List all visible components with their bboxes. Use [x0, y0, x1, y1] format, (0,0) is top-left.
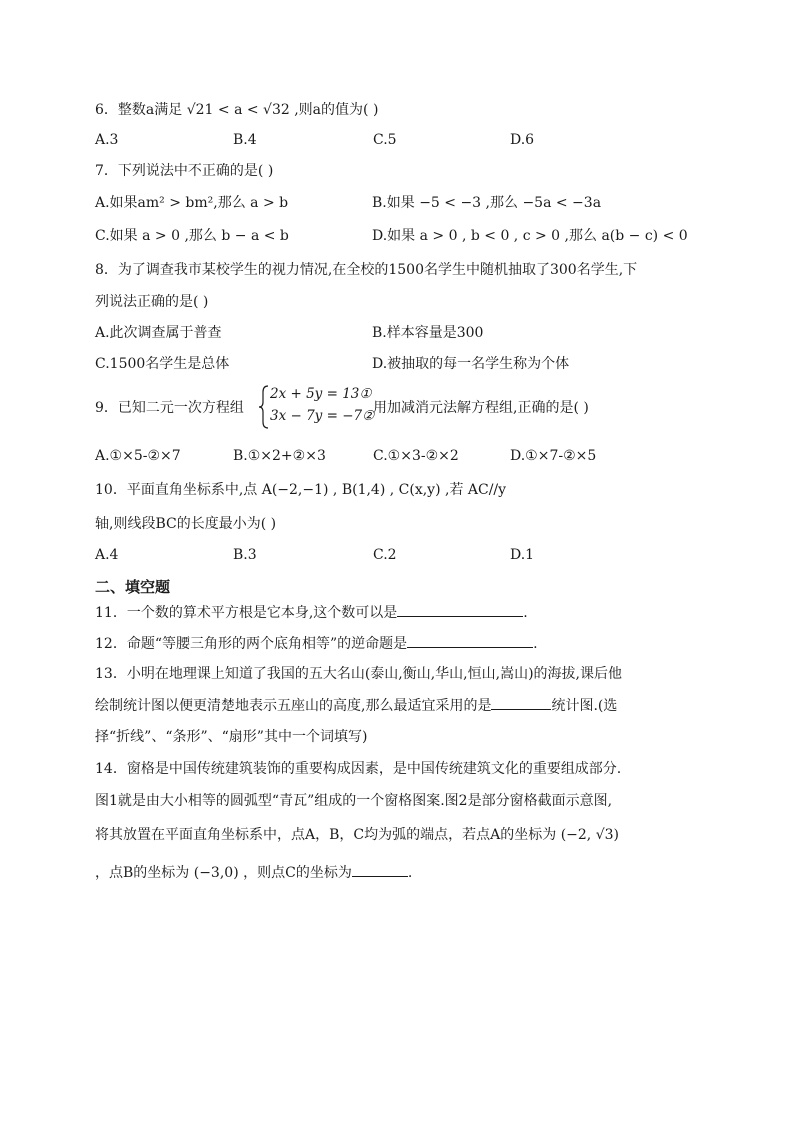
q10-stem-line2: 轴,则线段BC的长度最小为( )	[95, 516, 277, 532]
q6-option-a: A.3	[95, 132, 119, 148]
q14-line2: 图1就是由大小相等的圆弧型“青瓦”组成的一个窗格图案.图2是部分窗格截面示意图,	[95, 793, 613, 809]
q11-answer-blank[interactable]	[397, 602, 523, 617]
left-brace-icon	[258, 384, 270, 430]
q9-equation-1: 2x + 5y = 13①	[270, 386, 372, 402]
q12	[95, 633, 538, 654]
q8-option-c: C.1500名学生是总体	[95, 356, 230, 372]
q6-stem: 6．整数a满足 √21 < a < √32 ,则a的值为( )	[95, 102, 379, 118]
q7-stem: 7．下列说法中不正确的是( )	[95, 163, 274, 179]
q14-point-a-coord: (−2, √3)	[560, 827, 619, 843]
q14-line4-end: .	[407, 865, 413, 881]
q13-line2	[95, 695, 617, 716]
q13-line1: 13．小明在地理课上知道了我国的五大名山(泰山,衡山,华山,恒山,嵩山)的海拔,课后他	[95, 666, 622, 682]
q11-end: .	[523, 605, 528, 621]
q13-line3: 择“折线”、“条形”、“扇形”其中一个词填写)	[95, 729, 368, 745]
q11	[95, 602, 528, 623]
q10-option-d: D.1	[510, 547, 535, 563]
q6-option-d: D.6	[510, 132, 535, 148]
q12-text: 12．命题“等腰三角形的两个底角相等”的逆命题是	[95, 636, 408, 652]
q12-answer-blank[interactable]	[407, 633, 533, 648]
q9-prefix: 9．已知二元一次方程组	[95, 400, 244, 416]
q13-answer-blank[interactable]	[491, 695, 551, 710]
q12-end: .	[533, 636, 538, 652]
q8-option-b: B.样本容量是300	[372, 325, 484, 341]
q6-option-c: C.5	[373, 132, 397, 148]
q9-equation-2: 3x − 7y = −7②	[270, 408, 375, 424]
q10-option-b: B.3	[233, 547, 257, 563]
q9-option-d: D.①×7-②×5	[510, 448, 597, 464]
q14-answer-blank[interactable]	[352, 862, 408, 877]
q10-option-a: A.4	[95, 547, 119, 563]
q9-option-c: C.①×3-②×2	[373, 448, 459, 464]
q8-stem-line2: 列说法正确的是( )	[95, 294, 209, 310]
q10-option-c: C.2	[373, 547, 397, 563]
q9-suffix: 用加减消元法解方程组,正确的是( )	[373, 400, 589, 416]
q8-option-a: A.此次调查属于普查	[95, 325, 222, 341]
q8-option-d: D.被抽取的每一名学生称为个体	[372, 356, 570, 372]
section-title-fill-in: 二、填空题	[95, 578, 171, 596]
q9-option-a: A.①×5-②×7	[95, 448, 181, 464]
q8-stem-line1: 8．为了调查我市某校学生的视力情况,在全校的1500名学生中随机抽取了300名学生,下	[95, 262, 638, 278]
q7-option-d: D.如果 a > 0 , b < 0 , c > 0 ,那么 a(b − c) < 0	[372, 228, 688, 244]
q14-line3-text: 将其放置在平面直角坐标系中，点A，B，C均为弧的端点，若点A的坐标为	[95, 827, 557, 843]
q9-equation-system	[258, 384, 373, 430]
q14-line4-text: ，点B的坐标为 (−3,0) ，则点C的坐标为	[95, 865, 352, 881]
q7-option-a: A.如果am² > bm²,那么 a > b	[95, 195, 289, 211]
q7-option-b: B.如果 −5 < −3 ,那么 −5a < −3a	[372, 195, 602, 211]
q11-text: 11．一个数的算术平方根是它本身,这个数可以是	[95, 605, 398, 621]
q13-line2-end: 统计图.(选	[551, 698, 618, 714]
q14-line4	[95, 862, 412, 883]
q10-stem-line1: 10．平面直角坐标系中,点 A(−2,−1) , B(1,4) , C(x,y) ,若 AC//y	[95, 482, 507, 498]
q13-line2-text: 绘制统计图以便更清楚地表示五座山的高度,那么最适宜采用的是	[95, 698, 492, 714]
q7-option-c: C.如果 a > 0 ,那么 b − a < b	[95, 228, 289, 244]
q14-line3	[95, 825, 619, 845]
q14-line1: 14．窗格是中国传统建筑装饰的重要构成因素，是中国传统建筑文化的重要组成部分.	[95, 761, 622, 777]
q9-option-b: B.①×2+②×3	[233, 448, 326, 464]
q6-option-b: B.4	[233, 132, 257, 148]
